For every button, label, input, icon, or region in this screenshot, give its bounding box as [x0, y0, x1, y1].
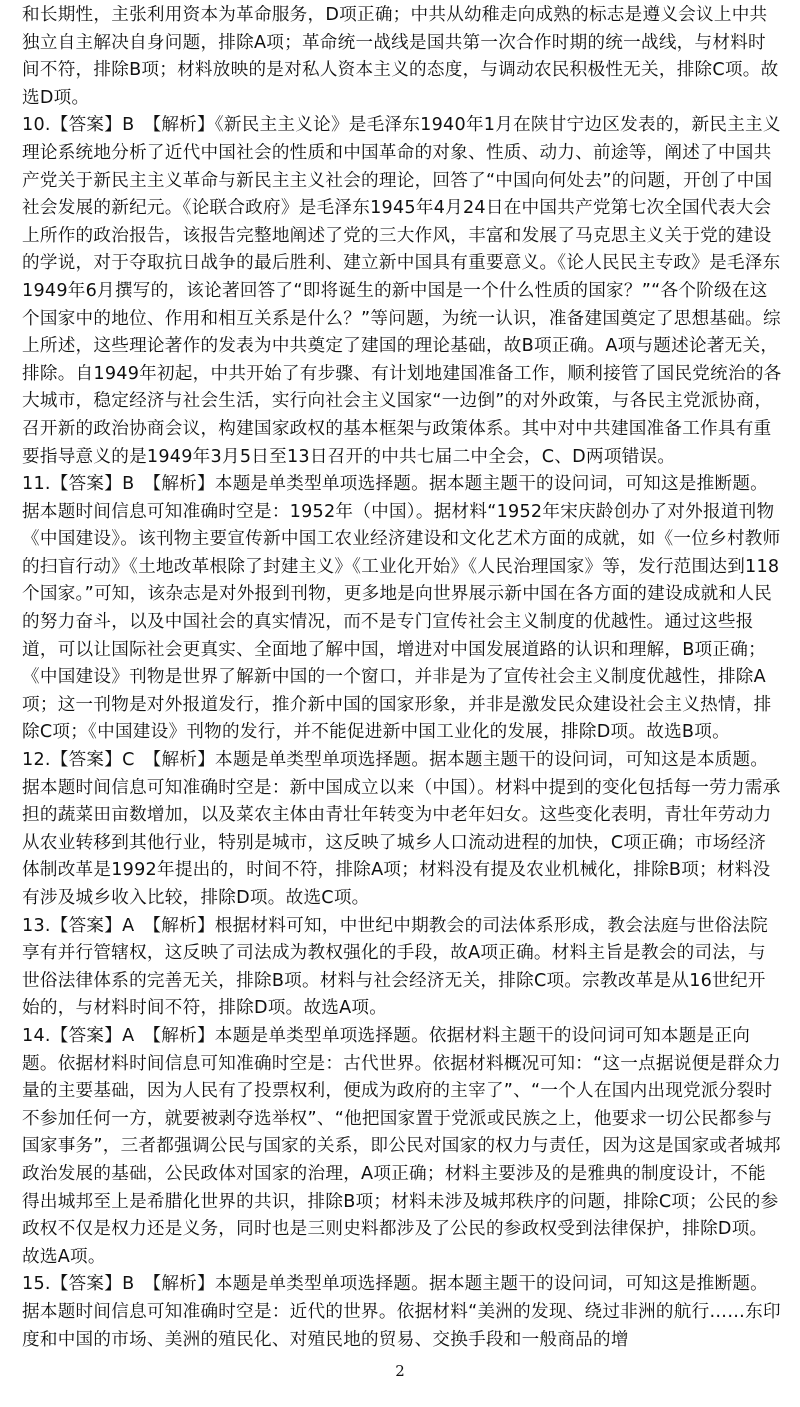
answer-11: 11.【答案】B 【解析】本题是单类型单项选择题。据本题主题干的设问词，可知这是推断题。据本题时间信息可知准确时空是：1952年（中国）。据材料“1952年宋庆龄创办了对外报道刊物《中国建设》。该刊物主要宣传新中国工农业经济建设和文化艺术方面的成就，如《一位乡村教师的扫盲行动》《土地改革根除了封建主义》《工业化开始》《人民治理国家》等，发行范围达到118个国家。”可知，该杂志是对外报到刊物，更多地是向世界展示新中国在各方面的建设成就和人民的努力奋斗，以及中国社会的真实情况，而不是专门宣传社会主义制度的优越性。通过这些报道，可以让国际社会更真实、全面地了解中国，增进对中国发展道路的认识和理解，B项正确；《中国建设》刊物是世界了解新中国的一个窗口，并非是为了宣传社会主义制度优越性，排除A项；这一刊物是对外报道发行，推介新中国的国家形象，并非是激发民众建设社会主义热情，排除C项；《中国建设》刊物的发行，并不能促进新中国工业化的发展，排除D项。故选B项。	[22, 474, 781, 743]
paragraph-continuation: 和长期性，主张利用资本为革命服务，D项正确；中共从幼稚走向成熟的标志是遵义会议上中共独立自主解决自身问题，排除A项；革命统一战线是国共第一次合作时期的统一战线，与材料时间不符，排除B项；材料放映的是对私人资本主义的态度，与调动农民积极性无关，排除C项。故选D项。	[22, 5, 779, 108]
answer-13: 13.【答案】A 【解析】根据材料可知，中世纪中期教会的司法体系形成，教会法庭与世俗法院享有并行管辖权，这反映了司法成为教权强化的手段，故A项正确。材料主旨是教会的司法，与世俗法律体系的完善无关，排除B项。材料与社会经济无关，排除C项。宗教改革是从16世纪开始的，与材料时间不符，排除D项。故选A项。	[22, 915, 768, 1019]
answer-14: 14.【答案】A 【解析】本题是单类型单项选择题。依据材料主题干的设问词可知本题是正向题。依据材料时间信息可知准确时空是：古代世界。依据材料概况可知：“这一点据说便是群众力量的主要基础，因为人民有了投票权利，便成为政府的主宰了”、“一个人在国内出现党派分裂时不参加任何一方，就要被剥夺选举权”、“他把国家置于党派或民族之上，他要求一切公民都参与国家事务”，三者都强调公民与国家的关系，即公民对国家的权力与责任，因为这是国家或者城邦政治发展的基础，公民政体对国家的治理，A项正确；材料主要涉及的是雅典的制度设计，不能得出城邦至上是希腊化世界的共识，排除B项；材料未涉及城邦秩序的问题，排除C项；公民的参政权不仅是权力还是义务，同时也是三则史料都涉及了公民的参政权受到法律保护，排除D项。故选A项。	[22, 1025, 781, 1267]
page-number: 2	[395, 1362, 405, 1380]
answer-10: 10.【答案】B 【解析】《新民主主义论》是毛泽东1940年1月在陕甘宁边区发表的，新民主主义理论系统地分析了近代中国社会的性质和中国革命的对象、性质、动力、前途等，阐述了中国共产党关于新民主主义革命与新民主主义社会的理论，回答了“中国向何处去”的问题，开创了中国社会发展的新纪元。《论联合政府》是毛泽东1945年4月24日在中国共产党第七次全国代表大会上所作的政治报告，该报告完整地阐述了党的三大作风，丰富和发展了马克思主义关于党的建设的学说，对于夺取抗日战争的最后胜利、建立新中国具有重要意义。《论人民民主专政》是毛泽东1949年6月撰写的，该论著回答了“即将诞生的新中国是一个什么性质的国家？”“各个阶级在这个国家中的地位、作用和相互关系是什么？”等问题，为统一认识，准备建国奠定了思想基础。综上所述，这些理论著作的发表为中共奠定了建国的理论基础，故B项正确。A项与题述论著无关，排除。自1949年初起，中共开始了有步骤、有计划地建国准备工作，顺利接管了国民党统治的各大城市，稳定经济与社会生活，实行向社会主义国家“一边倒”的对外政策，与各民主党派协商，召开新的政治协商会议，构建国家政权的基本框架与政策体系。其中对中共建国准备工作具有重要指导意义的是1949年3月5日至13日召开的中共七届二中全会，C、D两项错误。	[22, 115, 782, 467]
answer-15: 15.【答案】B 【解析】本题是单类型单项选择题。据本题主题干的设问词，可知这是推断题。据本题时间信息可知准确时空是：近代的世界。依据材料“美洲的发现、绕过非洲的航行……东印度和中国的市场、美洲的殖民化、对殖民地的贸易、交换手段和一般商品的增	[22, 1274, 781, 1350]
answer-12: 12.【答案】C 【解析】本题是单类型单项选择题。据本题主题干的设问词，可知这是本质题。据本题时间信息可知准确时空是：新中国成立以来（中国）。材料中提到的变化包括每一劳力需承担的蔬菜田亩数增加，以及菜农主体由青壮年转变为中老年妇女。这些变化表明，青壮年劳动力从农业转移到其他行业，特别是城市，这反映了城乡人口流动进程的加快，C项正确；市场经济体制改革是1992年提出的，时间不符，排除A项；材料没有提及农业机械化，排除B项；材料没有涉及城乡收入比较，排除D项。故选C项。	[22, 750, 781, 908]
